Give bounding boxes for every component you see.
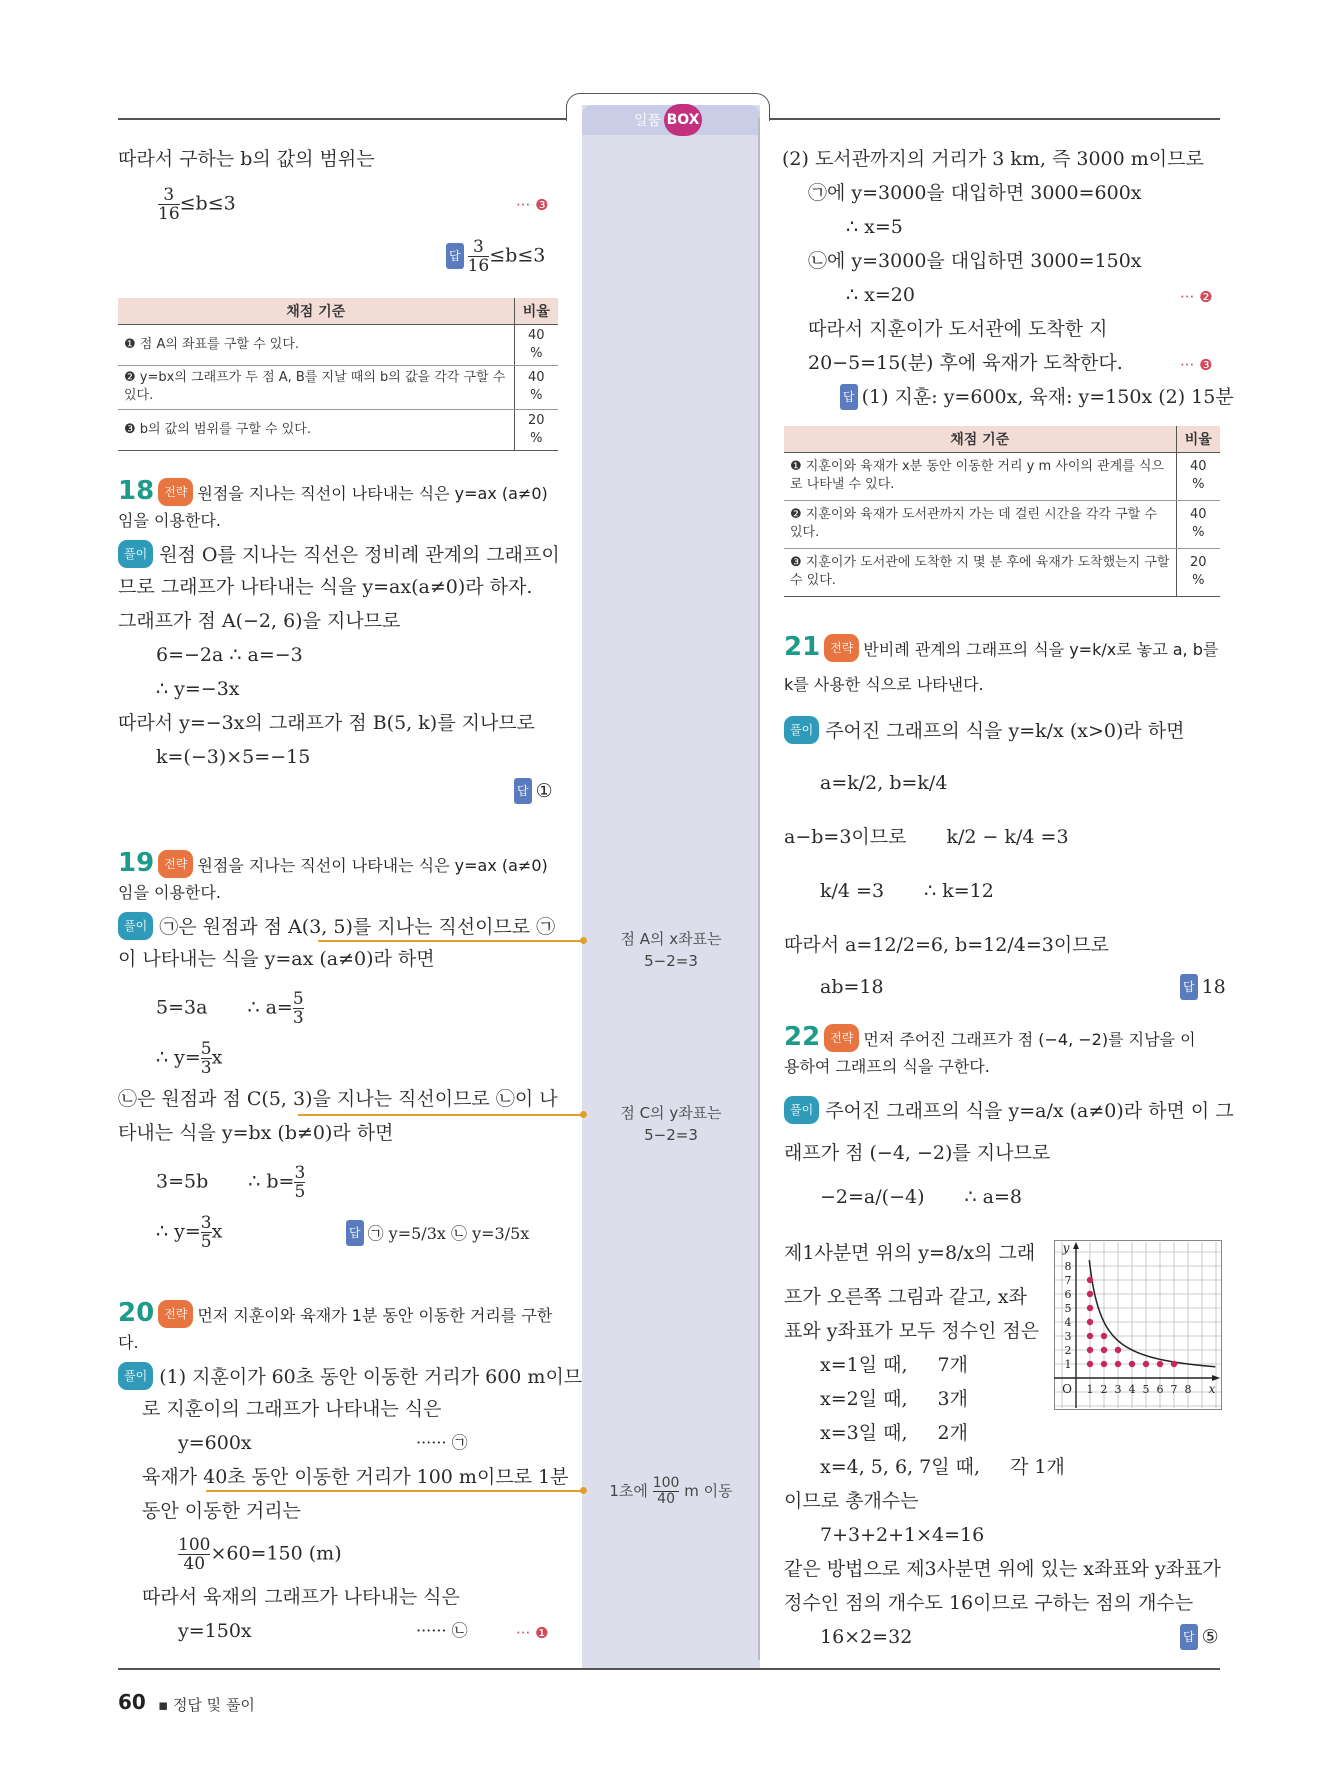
p20-step1: ··· ❶ xyxy=(516,1624,549,1642)
p18-line2: 므로 그래프가 나타내는 식을 y=ax(a≠0)라 하자. xyxy=(118,576,533,598)
y-tick-label: 4 xyxy=(1064,1316,1072,1329)
crit-header: 채점 기준 xyxy=(118,298,514,324)
side-note-column xyxy=(582,105,760,1670)
side-note-2: 점 C의 y좌표는 5−2=3 xyxy=(620,1104,722,1144)
p20b-line6: 따라서 지훈이가 도서관에 도착한 지 xyxy=(808,318,1108,340)
x-tick-label: 6 xyxy=(1156,1383,1164,1396)
y-axis-arrow xyxy=(1073,1242,1079,1249)
answer-icon: 답 xyxy=(446,243,464,269)
text: ∴ a=8 xyxy=(964,1186,1022,1208)
p22-line12: 7+3+2+1×4=16 xyxy=(820,1524,985,1546)
frac: $\frac{100}{40}$ xyxy=(178,1535,211,1574)
p22-line6: 표와 y좌표가 모두 정수인 점은 xyxy=(784,1320,1040,1342)
p22-line7 xyxy=(820,1352,968,1378)
strategy-text-cont: k를 사용한 식으로 나타낸다. xyxy=(784,675,984,694)
page-label: ▪ 정답 및 풀이 xyxy=(158,1696,255,1714)
p22-line11: 이므로 총개수는 xyxy=(784,1490,919,1512)
text: x xyxy=(211,1220,223,1243)
x-tick-label: 2 xyxy=(1100,1383,1108,1396)
strategy-text-cont: 임을 이용한다. xyxy=(118,511,221,530)
x-tick-label: 4 xyxy=(1128,1383,1136,1396)
text: 5=3a xyxy=(156,996,208,1019)
strategy-text: 원점을 지나는 직선이 나타내는 식은 y=ax (a≠0) xyxy=(197,856,548,875)
p20b-line4: ㉡에 y=3000을 대입하면 3000=150x xyxy=(808,250,1142,272)
p20-line2: 로 지훈이의 그래프가 나타내는 식은 xyxy=(142,1398,442,1420)
text: 7개 xyxy=(937,1354,968,1376)
p20b-line5: ∴ x=20 xyxy=(846,284,915,306)
text: 주어진 그래프의 식을 y=k/x (x>0)라 하면 xyxy=(825,720,1185,742)
top-rule-right xyxy=(768,118,1220,120)
note-connector xyxy=(298,1114,584,1116)
p20-line3-mark: ······ ㉠ xyxy=(416,1433,468,1452)
text: (1) 지훈: y=600x, 육재: y=150x (2) 15분 xyxy=(861,386,1234,408)
text: 원점 O를 지나는 직선은 정비례 관계의 그래프이 xyxy=(159,544,560,566)
crit-row: ❷ y=bx의 그래프가 두 점 A, B를 지날 때의 b의 값을 각각 구할 수 있다. xyxy=(118,365,514,409)
strategy-text: 원점을 지나는 직선이 나타내는 식은 y=ax (a≠0) xyxy=(197,484,548,503)
p22-line15: 16×2=32 xyxy=(820,1626,913,1648)
crit-pct: 40 % xyxy=(514,324,558,365)
text: ㉠ y=5/3x ㉡ y=3/5x xyxy=(367,1224,530,1243)
text: ∴ y= xyxy=(156,1220,201,1243)
p22-line8 xyxy=(820,1386,968,1412)
text: (1) 지훈이가 60초 동안 이동한 거리가 600 m이므 xyxy=(159,1366,583,1388)
p21-line5: 따라서 a=12/2=6, b=12/4=3이므로 xyxy=(784,934,1109,956)
text: 18 xyxy=(1201,976,1226,998)
strategy-text-cont: 다. xyxy=(118,1333,139,1352)
text: 각 1개 xyxy=(1010,1456,1065,1478)
p20b-step3: ··· ❸ xyxy=(1180,356,1213,374)
text: a−b=3이므로 xyxy=(784,826,907,848)
note-connector xyxy=(206,1490,584,1492)
lattice-point xyxy=(1115,1361,1121,1367)
p19-line7 xyxy=(156,1164,305,1201)
p20-line6 xyxy=(178,1536,342,1573)
side-note-3: 1초에 $\frac{100}{40}$ m 이동 xyxy=(609,1475,733,1507)
criteria-table-17 xyxy=(118,298,558,451)
crit-row: ❸ b의 값의 범위를 구할 수 있다. xyxy=(118,409,514,450)
p20-line8-mark: ······ ㉡ xyxy=(416,1621,468,1640)
problem-22-header xyxy=(784,1024,1196,1053)
crit-pct: 20 % xyxy=(1176,548,1220,596)
p17-answer-frac: $\frac{3}{16}$ xyxy=(467,237,490,276)
top-rule-left xyxy=(118,118,570,120)
y-tick-label: 5 xyxy=(1064,1302,1072,1315)
y-tick-label: 6 xyxy=(1064,1288,1072,1301)
crit-header-ratio: 비율 xyxy=(514,298,558,324)
y-tick-label: 8 xyxy=(1064,1260,1072,1273)
p19-line3 xyxy=(156,990,304,1027)
p18-line3: 그래프가 점 A(−2, 6)을 지나므로 xyxy=(118,610,401,632)
solution-chip: 풀이 xyxy=(784,716,819,744)
problem-number: 18 xyxy=(118,476,155,506)
p20b-line3: ∴ x=5 xyxy=(846,216,903,238)
text: ∴ b= xyxy=(248,1170,295,1193)
problem-21-header xyxy=(784,634,1218,663)
lattice-point xyxy=(1087,1277,1093,1283)
text: x=3일 때, xyxy=(820,1422,908,1444)
side-note-1: 점 A의 x좌표는 5−2=3 xyxy=(620,930,722,970)
text: 3=5b xyxy=(156,1170,209,1193)
p20b-answer xyxy=(840,384,1234,410)
lattice-point xyxy=(1101,1347,1107,1353)
lattice-point xyxy=(1143,1361,1149,1367)
box-label-prefix: 일품 xyxy=(634,113,662,129)
p20-line3: y=600x xyxy=(178,1432,252,1454)
p21-line3 xyxy=(784,824,1069,850)
p22-line3 xyxy=(820,1184,1022,1210)
crit-row: ❸ 지훈이가 도서관에 도착한 지 몇 분 후에 육재가 도착했는지 구할 수 있다. xyxy=(784,548,1176,596)
x-tick-label: 5 xyxy=(1142,1383,1150,1396)
p22-line14: 정수인 점의 개수도 16이므로 구하는 점의 개수는 xyxy=(784,1592,1194,1614)
answer-icon: 답 xyxy=(840,384,858,410)
solution-chip: 풀이 xyxy=(118,1362,153,1390)
text: k/4 =3 xyxy=(820,880,885,902)
strategy-text-cont: 임을 이용한다. xyxy=(118,883,221,902)
crit-pct: 40 % xyxy=(1176,500,1220,548)
problem-number: 21 xyxy=(784,632,821,662)
text: 주어진 그래프의 식을 y=a/x (a≠0)라 하면 이 그 xyxy=(825,1100,1234,1122)
crit-pct: 40 % xyxy=(1176,452,1220,500)
text: ⑤ xyxy=(1201,1626,1219,1648)
lattice-point xyxy=(1101,1361,1107,1367)
problem-18-header xyxy=(118,478,548,507)
x-tick-label: 3 xyxy=(1114,1383,1122,1396)
y-tick-label: 2 xyxy=(1064,1344,1072,1357)
p22-line2: 래프가 점 (−4, −2)를 지나므로 xyxy=(784,1142,1051,1164)
strategy-chip: 전략 xyxy=(158,1300,193,1328)
crit-pct: 20 % xyxy=(514,409,558,450)
text: 3개 xyxy=(937,1388,968,1410)
problem-number: 20 xyxy=(118,1298,155,1328)
p18-line1 xyxy=(118,540,560,568)
solution-chip: 풀이 xyxy=(118,912,153,940)
lattice-point xyxy=(1087,1305,1093,1311)
p21-line2: a=k/2, b=k/4 xyxy=(820,772,948,794)
text: ∴ k=12 xyxy=(924,880,994,902)
note-connector xyxy=(318,940,584,942)
lattice-point xyxy=(1087,1347,1093,1353)
crit-header-ratio: 비율 xyxy=(1176,426,1220,452)
strategy-chip: 전략 xyxy=(824,634,859,662)
lattice-point xyxy=(1171,1361,1177,1367)
hyperbola-graph xyxy=(1054,1240,1222,1410)
answer-icon: 답 xyxy=(1180,1624,1198,1650)
strategy-chip: 전략 xyxy=(158,478,193,506)
text: 2개 xyxy=(937,1422,968,1444)
p19-line4 xyxy=(156,1040,222,1077)
lattice-point xyxy=(1087,1361,1093,1367)
crit-row: ❷ 지훈이와 육재가 도서관까지 가는 데 걸린 시간을 각각 구할 수 있다. xyxy=(784,500,1176,548)
y-tick-label: 1 xyxy=(1064,1358,1072,1371)
x-tick-label: 7 xyxy=(1170,1383,1178,1396)
p22-line5: 프가 오른쪽 그림과 같고, x좌 xyxy=(784,1286,1027,1308)
p21-line4 xyxy=(820,878,994,904)
problem-20-header xyxy=(118,1300,552,1329)
lattice-point xyxy=(1115,1347,1121,1353)
strategy-text-cont: 용하여 그래프의 식을 구한다. xyxy=(784,1057,990,1076)
text: ×60=150 (m) xyxy=(210,1542,342,1565)
lattice-point xyxy=(1129,1361,1135,1367)
p22-line4: 제1사분면 위의 y=8/x의 그래 xyxy=(784,1242,1036,1264)
hyperbola-curve xyxy=(1089,1260,1215,1367)
problem-number: 19 xyxy=(118,848,155,878)
p18-line4: 6=−2a ∴ a=−3 xyxy=(156,644,303,666)
text: k/2 − k/4 =3 xyxy=(946,826,1069,848)
p19-line1 xyxy=(118,912,555,940)
column-separator xyxy=(758,118,760,1660)
crit-row: ❶ 지훈이와 육재가 x분 동안 이동한 거리 y m 사이의 관계를 식으로 나타낼 수 있다. xyxy=(784,452,1176,500)
x-axis-label: x xyxy=(1208,1382,1216,1396)
crit-header: 채점 기준 xyxy=(784,426,1176,452)
text: x xyxy=(211,1046,223,1069)
y-tick-label: 3 xyxy=(1064,1330,1072,1343)
answer-icon: 답 xyxy=(1180,974,1198,1000)
crit-row: ❶ 점 A의 좌표를 구할 수 있다. xyxy=(118,324,514,365)
p20-line5: 동안 이동한 거리는 xyxy=(142,1500,301,1522)
page-number: 60 xyxy=(118,1690,146,1714)
problem-number: 22 xyxy=(784,1022,821,1052)
p20-line1 xyxy=(118,1362,582,1390)
strategy-text: 반비례 관계의 그래프의 식을 y=k/x로 놓고 a, b를 xyxy=(863,640,1219,659)
p17-step: ··· ❸ xyxy=(516,196,549,214)
text: x=4, 5, 6, 7일 때, xyxy=(820,1456,981,1478)
p17-range-frac: $\frac{3}{16}$ xyxy=(158,185,180,224)
p18-line7: k=(−3)×5=−15 xyxy=(156,746,311,768)
p20b-line1: (2) 도서관까지의 거리가 3 km, 즉 3000 m이므로 xyxy=(782,148,1204,170)
crit-pct: 40 % xyxy=(514,365,558,409)
p17-range: $\frac{3}{16}$ ≤b≤3 xyxy=(158,185,236,224)
p20b-line2: ㉠에 y=3000을 대입하면 3000=600x xyxy=(808,182,1142,204)
lattice-point xyxy=(1087,1333,1093,1339)
x-tick-label: 8 xyxy=(1184,1383,1192,1396)
strategy-text: 먼저 주어진 그래프가 점 (−4, −2)를 지남을 이 xyxy=(863,1030,1196,1049)
p22-answer xyxy=(1180,1624,1219,1650)
x-tick-label: 1 xyxy=(1086,1383,1094,1396)
text: ① xyxy=(535,780,553,802)
p22-line10 xyxy=(820,1454,1065,1480)
frac: $\frac{3}{5}$ xyxy=(200,1213,212,1252)
text: −2=a/(−4) xyxy=(820,1186,925,1208)
text: x=1일 때, xyxy=(820,1354,908,1376)
frac: $\frac{3}{5}$ xyxy=(294,1163,306,1202)
lattice-point xyxy=(1101,1333,1107,1339)
p20b-step2: ··· ❷ xyxy=(1180,288,1213,306)
solution-chip: 풀이 xyxy=(784,1096,819,1124)
p22-line9 xyxy=(820,1420,968,1446)
p20-line7: 따라서 육재의 그래프가 나타내는 식은 xyxy=(142,1586,460,1608)
p21-line6: ab=18 xyxy=(820,976,884,998)
p19-line6: 타내는 식을 y=bx (b≠0)라 하면 xyxy=(118,1122,394,1144)
p17-answer: 답 $\frac{3}{16}$ ≤b≤3 xyxy=(446,238,545,275)
p20-line8: y=150x xyxy=(178,1620,252,1642)
text: ∴ a= xyxy=(247,996,293,1019)
p20-line4: 육재가 40초 동안 이동한 거리가 100 m이므로 1분 xyxy=(142,1466,569,1488)
lattice-point xyxy=(1157,1361,1163,1367)
text: x=2일 때, xyxy=(820,1388,908,1410)
box-label-badge: BOX xyxy=(664,104,702,136)
p18-line5: ∴ y=−3x xyxy=(156,678,240,700)
frac: $\frac{5}{3}$ xyxy=(200,1039,212,1078)
lattice-point xyxy=(1087,1291,1093,1297)
strategy-chip: 전략 xyxy=(824,1024,859,1052)
frac: $\frac{5}{3}$ xyxy=(292,989,304,1028)
lattice-point xyxy=(1087,1319,1093,1325)
origin-label: O xyxy=(1062,1382,1072,1396)
y-axis-label: y xyxy=(1062,1241,1070,1255)
answer-icon: 답 xyxy=(514,778,532,804)
p22-line1 xyxy=(784,1096,1234,1124)
p19-line5: ㉡은 원점과 점 C(5, 3)을 지나는 직선이므로 ㉡이 나 xyxy=(118,1088,558,1110)
p21-line1 xyxy=(784,716,1184,744)
text: ㉠은 원점과 점 A(3, 5)를 지나는 직선이므로 ㉠ xyxy=(159,916,556,938)
p18-line6: 따라서 y=−3x의 그래프가 점 B(5, k)를 지나므로 xyxy=(118,712,536,734)
strategy-chip: 전략 xyxy=(158,850,193,878)
problem-19-header xyxy=(118,850,548,879)
bottom-rule xyxy=(118,1668,1220,1670)
p19-line8 xyxy=(156,1214,222,1251)
p20b-line7: 20−5=15(분) 후에 육재가 도착한다. xyxy=(808,352,1123,374)
y-tick-label: 7 xyxy=(1064,1274,1072,1287)
p18-answer xyxy=(514,778,553,804)
p19-answer xyxy=(346,1220,529,1247)
p22-line13: 같은 방법으로 제3사분면 위에 있는 x좌표와 y좌표가 xyxy=(784,1558,1221,1580)
p17-intro: 따라서 구하는 b의 값의 범위는 xyxy=(118,148,375,170)
criteria-table-20 xyxy=(784,426,1220,597)
answer-icon: 답 xyxy=(346,1220,364,1246)
box-label xyxy=(582,105,760,135)
p19-line2: 이 나타내는 식을 y=ax (a≠0)라 하면 xyxy=(118,948,435,970)
text: ∴ y= xyxy=(156,1046,201,1069)
strategy-text: 먼저 지훈이와 육재가 1분 동안 이동한 거리를 구한 xyxy=(197,1306,553,1325)
p21-answer xyxy=(1180,974,1226,1000)
solution-chip: 풀이 xyxy=(118,540,153,568)
